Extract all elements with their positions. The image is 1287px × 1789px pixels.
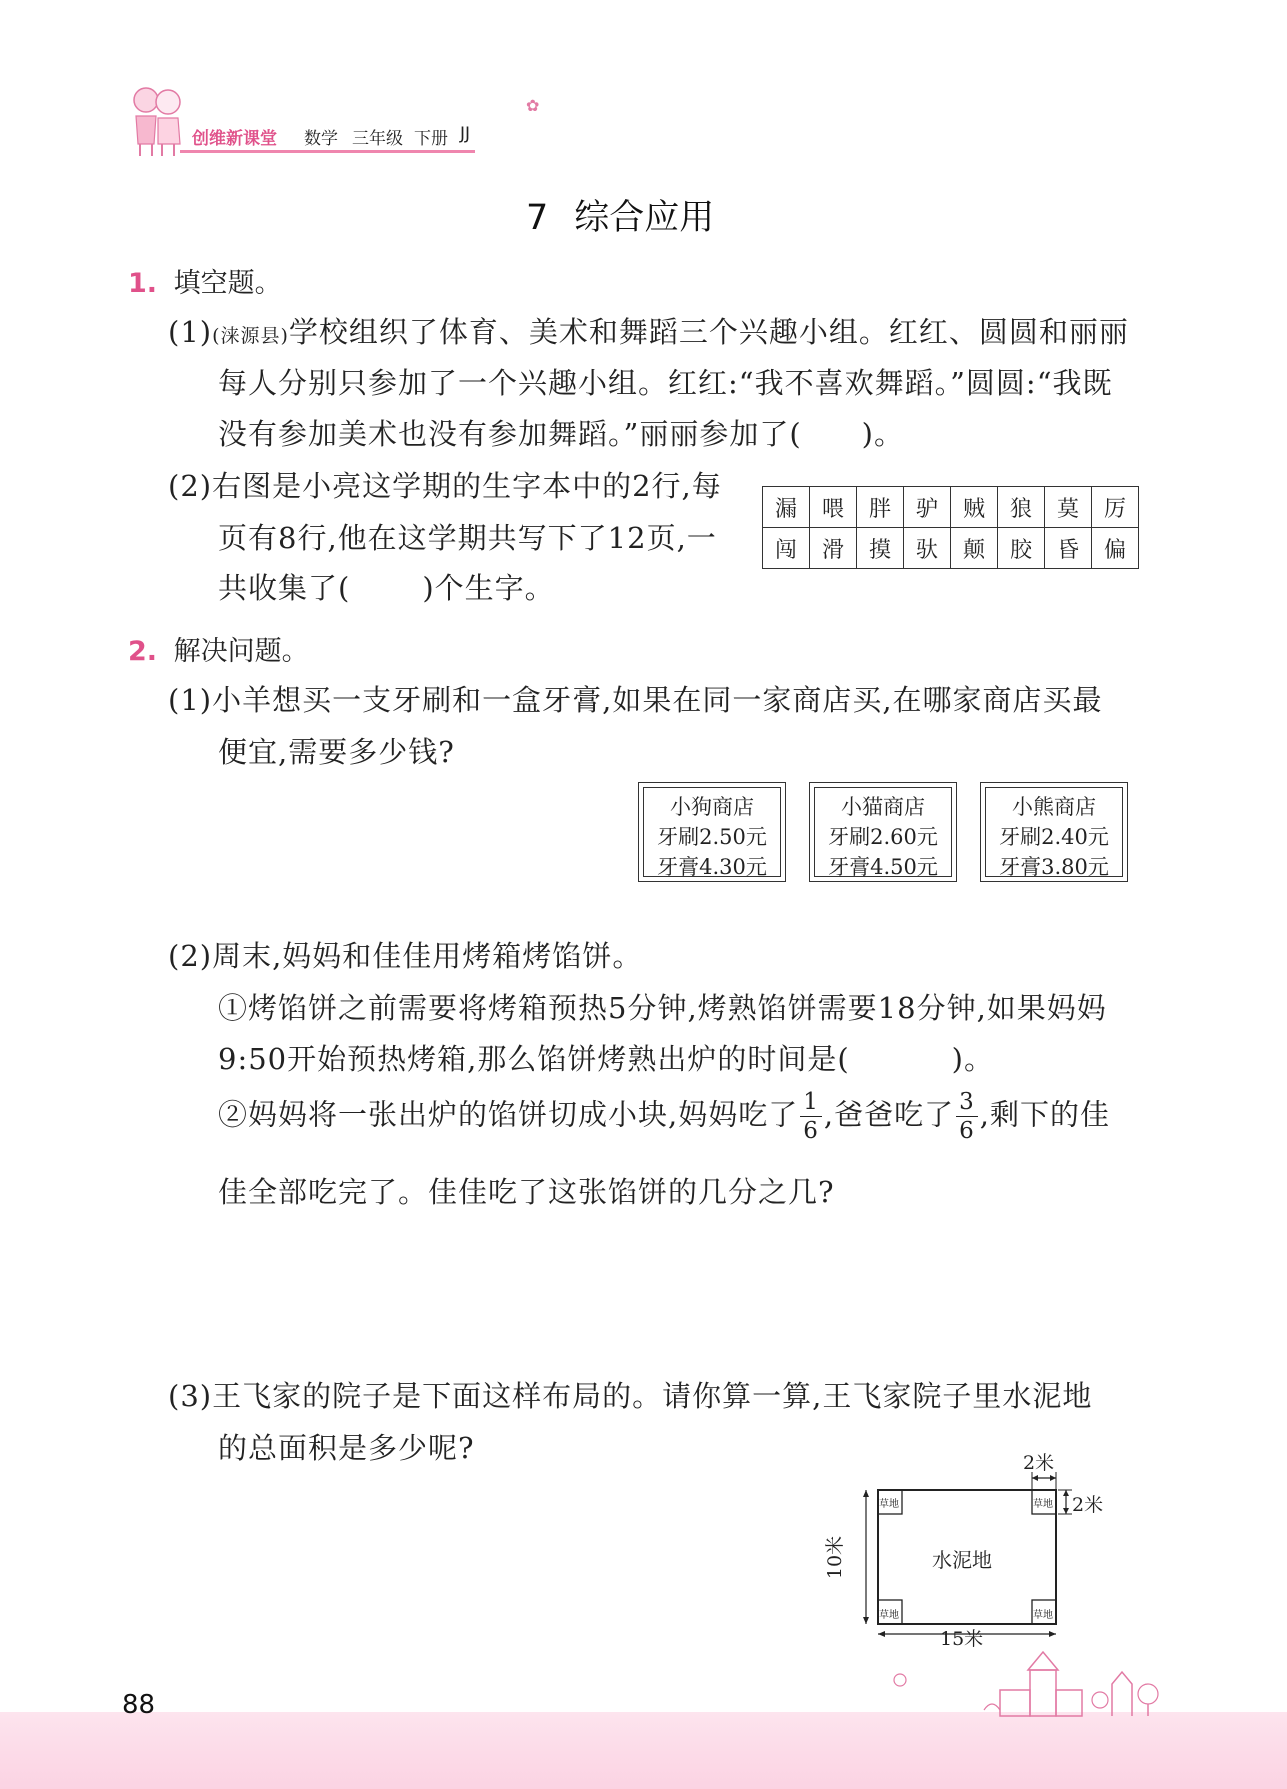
header-underline: [180, 150, 475, 153]
section2-number: 2.: [128, 636, 158, 667]
character-row-2: [763, 528, 1139, 569]
s2q2-index: (2): [168, 939, 213, 973]
s1q2-index: (2): [168, 469, 213, 503]
grass-label-tr: 草地: [1033, 1499, 1053, 1510]
shop-name: 小熊商店: [1012, 795, 1096, 819]
header-brand: 创维新课堂: [192, 129, 277, 149]
char-cell: 胖: [857, 487, 904, 528]
s1q1-source: (涞源县): [212, 325, 289, 347]
fraction-numerator: 3: [956, 1088, 978, 1117]
section2-label: 解决问题。: [173, 636, 309, 667]
section1-heading: [128, 261, 282, 300]
title-text: 综合应用: [574, 198, 715, 238]
flower-icon: ✿: [526, 96, 540, 115]
char-cell: 滑: [810, 528, 857, 569]
s2q2-sub2-line1: [218, 1088, 1110, 1145]
s2q2-sub1-line2: [218, 1037, 994, 1078]
dim-label-top: 2米: [1023, 1452, 1055, 1474]
grass-label-tl: 草地: [879, 1499, 899, 1510]
fraction-denominator: 6: [959, 1118, 975, 1144]
s1q1-line2: 每人分别只参加了一个兴趣小组。红红:“我不喜欢舞蹈。”圆圆:“我既: [218, 366, 1113, 400]
s1q1-line1: [168, 310, 1129, 351]
section1-label: 填空题。: [173, 268, 282, 299]
shop-card-dog: [638, 782, 786, 882]
char-cell: 贼: [951, 487, 998, 528]
char-cell: 颠: [951, 528, 998, 569]
s1q2-line2: 页有8行,他在这学期共写下了12页,一: [218, 521, 717, 555]
char-cell: 胶: [998, 528, 1045, 569]
fraction-numerator: 1: [800, 1088, 822, 1117]
shop-card-bear: [980, 782, 1128, 882]
char-cell: 厉: [1092, 487, 1139, 528]
char-cell: 偏: [1092, 528, 1139, 569]
s2q2-sub1-text2b: )。: [951, 1042, 994, 1076]
dim-label-left: 10米: [824, 1535, 847, 1580]
dim-label-bottom: 15米: [940, 1628, 984, 1650]
s1q1-text1: 学校组织了体育、美术和舞蹈三个兴趣小组。红红、圆圆和丽丽: [288, 315, 1129, 349]
char-cell: 驴: [904, 487, 951, 528]
shop-brush-price: 牙刷2.60元: [828, 825, 938, 849]
grass-label-bl: 草地: [879, 1610, 899, 1621]
header-subject: 数学: [304, 129, 338, 149]
shop-name: 小猫商店: [841, 795, 925, 819]
char-cell: 闯: [763, 528, 810, 569]
grass-label-br: 草地: [1033, 1610, 1053, 1621]
header-edition: JJ: [460, 124, 471, 144]
s2q2-sub1-line1: ①烤馅饼之前需要将烤箱预热5分钟,烤熟馅饼需要18分钟,如果妈妈: [218, 991, 1107, 1025]
s1q2-line1: [168, 464, 722, 505]
shop-paste-price: 牙膏4.50元: [828, 855, 938, 879]
char-cell: 喂: [810, 487, 857, 528]
page-number: 88: [122, 1690, 156, 1720]
s2q2-sub2-text-b: ,爸爸吃了: [823, 1097, 955, 1132]
shop-name: 小狗商店: [670, 795, 754, 819]
section2-heading: [128, 629, 309, 668]
s1q1-line3: [218, 412, 904, 453]
s2q3-index: (3): [168, 1379, 213, 1413]
s2q2-sub2-text-a: ②妈妈将一张出炉的馅饼切成小块,妈妈吃了: [218, 1097, 799, 1132]
s2q2-intro: [168, 934, 642, 975]
header-grade: 三年级: [352, 129, 403, 149]
char-cell: 驮: [904, 528, 951, 569]
s1q2-text3b: )个生字。: [422, 571, 555, 605]
shop-paste-price: 牙膏3.80元: [999, 855, 1109, 879]
char-cell: 摸: [857, 528, 904, 569]
fraction-dad: [956, 1088, 978, 1145]
char-cell: 昏: [1045, 528, 1092, 569]
shop-brush-price: 牙刷2.50元: [657, 825, 767, 849]
header-volume: 下册: [414, 129, 448, 149]
shop-paste-price: 牙膏4.30元: [657, 855, 767, 879]
character-table: [762, 486, 1139, 569]
dim-label-right: 2米: [1072, 1494, 1104, 1516]
s1q2-text3a: 共收集了(: [218, 571, 351, 605]
page-title: [526, 190, 714, 240]
char-cell: 莫: [1045, 487, 1092, 528]
cement-area-label: 水泥地: [932, 1548, 992, 1572]
castle-illustration: [890, 1650, 1170, 1720]
s2q2-sub2-line2: 佳全部吃完了。佳佳吃了这张馅饼的几分之几?: [218, 1175, 835, 1209]
shop-card-cat: [809, 782, 957, 882]
s2q2-sub2-text-c: ,剩下的佳: [979, 1097, 1110, 1132]
s1q1-index: (1): [168, 315, 213, 349]
s1q1-text3a: 没有参加美术也没有参加舞蹈。”丽丽参加了(: [218, 417, 802, 451]
s2q1-line2: 便宜,需要多少钱?: [218, 735, 455, 769]
section1-number: 1.: [128, 268, 158, 299]
char-cell: 狼: [998, 487, 1045, 528]
s1q2-line3: [218, 566, 555, 607]
s2q3-line2: 的总面积是多少呢?: [218, 1431, 475, 1465]
character-row-1: [763, 487, 1139, 528]
char-cell: 漏: [763, 487, 810, 528]
s1q1-text3b: )。: [861, 417, 904, 451]
s2q2-sub1-text2a: 9:50开始预热烤箱,那么馅饼烤熟出炉的时间是(: [218, 1042, 850, 1076]
yard-diagram: [820, 1440, 1120, 1660]
s2q1-index: (1): [168, 683, 213, 717]
s2q1-line1: [168, 678, 1103, 719]
s2q2-intro-text: 周末,妈妈和佳佳用烤箱烤馅饼。: [212, 939, 643, 973]
title-number: 7: [526, 198, 549, 238]
s2q3-line1: [168, 1374, 1092, 1415]
s2q3-text1: 王飞家的院子是下面这样布局的。请你算一算,王飞家院子里水泥地: [212, 1379, 1093, 1413]
shop-brush-price: 牙刷2.40元: [999, 825, 1109, 849]
s1q2-text1: 右图是小亮这学期的生字本中的2行,每: [212, 469, 722, 503]
footer-band: [0, 1712, 1287, 1789]
header-illustration: [128, 82, 186, 158]
s2q1-text1: 小羊想买一支牙刷和一盒牙膏,如果在同一家商店买,在哪家商店买最: [212, 683, 1103, 717]
fraction-mom: [800, 1088, 822, 1145]
fraction-denominator: 6: [803, 1118, 819, 1144]
